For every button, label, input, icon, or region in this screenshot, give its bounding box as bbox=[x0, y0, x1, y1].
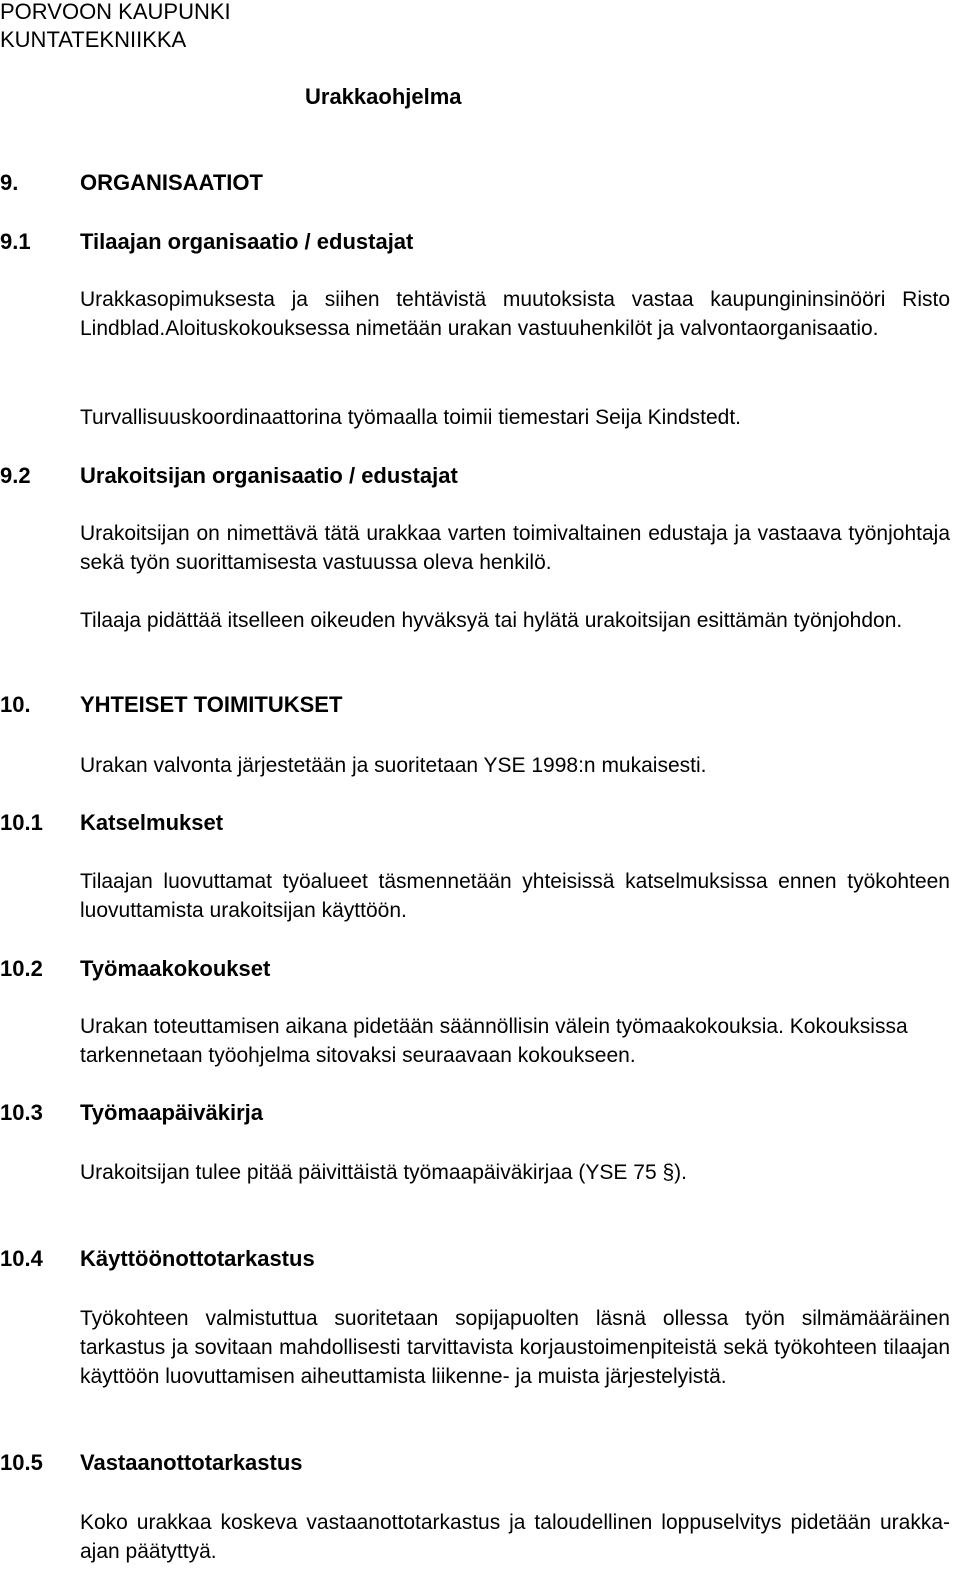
section-number: 10.4 bbox=[0, 1246, 43, 1271]
section-number: 10. bbox=[0, 692, 31, 717]
paragraph: Työkohteen valmistuttua suoritetaan sopijapuolten läsnä ollessa työn silmämääräinen tarkastus ja sovitaan mahdollisesti tarvittavista korjaustoimenpiteistä sekä työkohteen tilaajan käyttöön luovuttamisen aiheuttamista liikenne- ja muista järjestelyistä. bbox=[80, 1307, 950, 1388]
organization-name: PORVOON KAUPUNKI bbox=[0, 0, 231, 24]
section-title: Tilaajan organisaatio / edustajat bbox=[80, 229, 414, 254]
section-title: Vastaanottotarkastus bbox=[80, 1450, 303, 1475]
paragraph: Tilaajan luovuttamat työalueet täsmennetään yhteisissä katselmuksissa ennen työkohteen luovuttamista urakoitsijan käyttöön. bbox=[80, 870, 950, 922]
paragraph: Turvallisuuskoordinaattorina työmaalla toimii tiemestari Seija Kindstedt. bbox=[80, 406, 742, 429]
section-number: 9.2 bbox=[0, 463, 31, 488]
section-number: 10.1 bbox=[0, 810, 43, 835]
paragraph: Urakan toteuttamisen aikana pidetään säännöllisin välein työmaakokouksia. Kokouksissa tarkennetaan työohjelma sitovaksi seuraavaan kokoukseen. bbox=[80, 1015, 908, 1067]
department-name: KUNTATEKNIIKKA bbox=[0, 27, 187, 52]
section-title: Käyttöönottotarkastus bbox=[80, 1246, 315, 1271]
paragraph: Urakoitsijan on nimettävä tätä urakkaa varten toimivaltainen edustaja ja vastaava työnjohtaja sekä työn suorittamisesta vastuussa oleva henkilö. bbox=[80, 522, 950, 574]
section-number: 9.1 bbox=[0, 229, 31, 254]
section-number: 10.2 bbox=[0, 956, 43, 981]
paragraph: Urakkasopimuksesta ja siihen tehtävistä muutoksista vastaa kaupungininsinööri Risto Lindblad.Aloituskokouksessa nimetään urakan vastuuhenkilöt ja valvontaorganisaatio. bbox=[80, 288, 950, 340]
paragraph: Tilaaja pidättää itselleen oikeuden hyväksyä tai hylätä urakoitsijan esittämän työnjohdon. bbox=[80, 609, 903, 632]
paragraph: Urakan valvonta järjestetään ja suoritetaan YSE 1998:n mukaisesti. bbox=[80, 754, 707, 777]
paragraph: Urakoitsijan tulee pitää päivittäistä työmaapäiväkirjaa (YSE 75 §). bbox=[80, 1161, 687, 1184]
section-title: ORGANISAATIOT bbox=[80, 170, 263, 195]
section-title: Työmaapäiväkirja bbox=[80, 1100, 264, 1125]
section-title: Katselmukset bbox=[80, 810, 224, 835]
section-number: 10.5 bbox=[0, 1450, 43, 1475]
section-number: 10.3 bbox=[0, 1100, 43, 1125]
document-title: Urakkaohjelma bbox=[305, 84, 462, 109]
section-number: 9. bbox=[0, 170, 19, 195]
paragraph: Koko urakkaa koskeva vastaanottotarkastus ja taloudellinen loppuselvitys pidetään urakka-ajan päätyttyä. bbox=[80, 1511, 950, 1563]
section-title: Työmaakokoukset bbox=[80, 956, 271, 981]
section-title: Urakoitsijan organisaatio / edustajat bbox=[80, 463, 458, 488]
section-title: YHTEISET TOIMITUKSET bbox=[80, 692, 343, 717]
